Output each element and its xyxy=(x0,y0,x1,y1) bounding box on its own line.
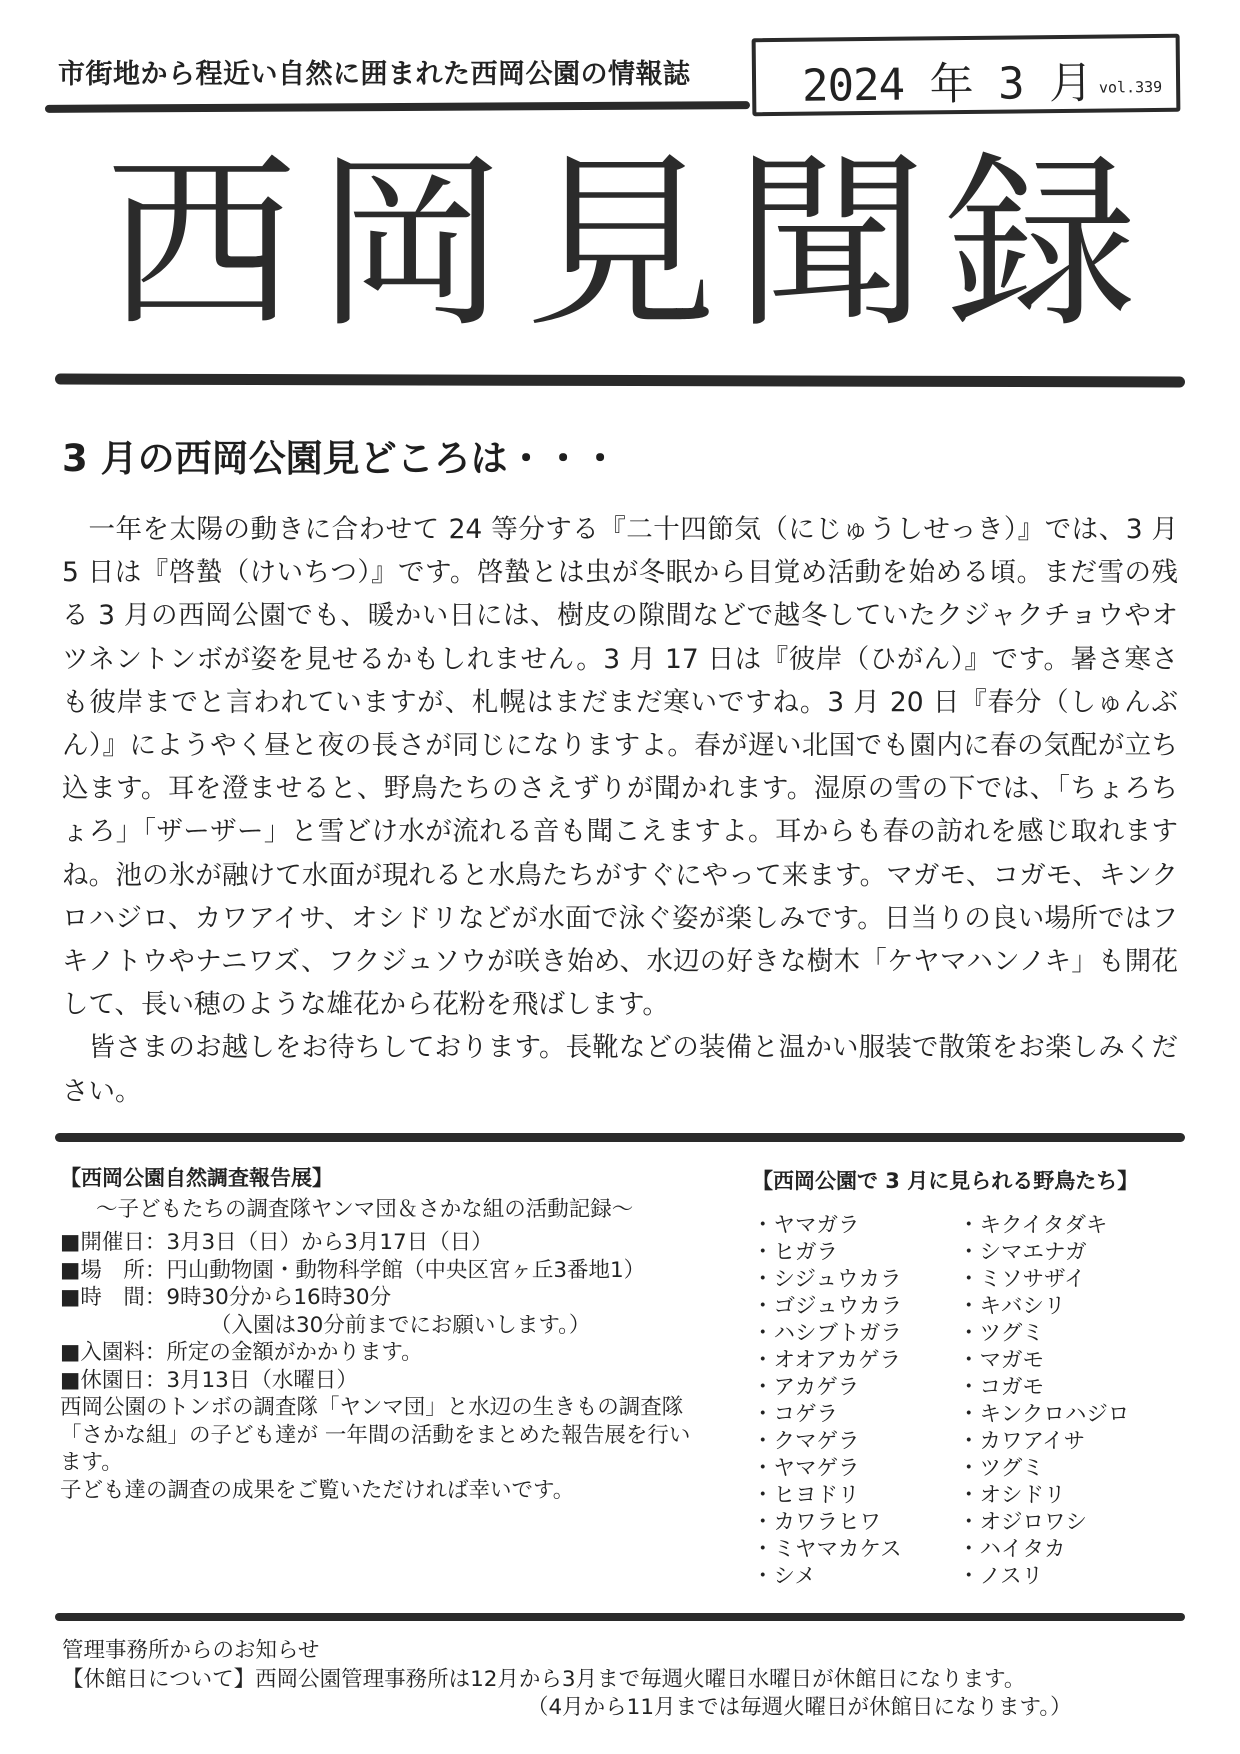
event-time: ■時 間：9時30分から16時30分 xyxy=(60,1285,392,1310)
event-description: 子ども達の調査の成果をご覧いただければ幸いです。 xyxy=(60,1477,575,1503)
birds-list-2 xyxy=(958,1212,1129,1590)
bird-item: ・ツグミ xyxy=(958,1456,1044,1481)
bird-item: ・オオアカゲラ xyxy=(752,1348,901,1373)
header-rule xyxy=(45,101,750,113)
bird-item: ・カワラヒワ xyxy=(752,1510,882,1535)
bird-item: ・シジュウカラ xyxy=(752,1267,902,1292)
notice-line: （4月から11月までは毎週火曜日が休館日になります。） xyxy=(527,1695,1072,1720)
feature-paragraph: 一年を太陽の動きに合わせて 24 等分する『二十四節気（にじゅうしせっき）』では、3 月 5 日は『啓蟄（けいちつ）』です。啓蟄とは虫が冬眠から目覚め活動を始める頃。まだ雪の残る 3 月の西岡公園でも、暖かい日には、樹皮の隙間などで越冬していたクジャクチョウやオツネントンボが姿を見せるかもしれません。3 月 17 日は『彼岸（ひがん）』です。暑さ寒さも彼岸までと言われていますが、札幌はまだまだ寒いですね。3 月 20 日『春分（しゅんぶん）』にようやく昼と夜の長さが同じになりますよ。春が遅い北国でも園内に春の気配が立ち込ます。耳を澄ませると、野鳥たちのさえずりが聞かれます。湿原の雪の下では、「ちょろちょろ」「ザーザー」と雪どけ水が流れる音も聞こえますよ。耳からも春の訪れを感じ取れますね。池の氷が融けて水面が現れると水鳥たちがすぐにやって来ます。マガモ、コガモ、キンクロハジロ、カワアイサ、オシドリなどが水面で泳ぐ姿が楽しみです。日当りの良い場所ではフキノトウやナニワズ、フクジュソウが咲き始め、水辺の好きな樹木「ケヤマハンノキ」も開花して、長い穂のような雄花から花粉を飛ばします。 xyxy=(62,514,1178,1021)
event-title: 【西岡公園自然調査報告展】 xyxy=(60,1166,333,1190)
notice-section xyxy=(62,1637,1072,1723)
bird-item: ・シマエナガ xyxy=(958,1240,1087,1265)
birds-title: 【西岡公園で 3 月に見られる野鳥たち】 xyxy=(752,1169,1139,1193)
bird-item: ・ヤマガラ xyxy=(752,1213,860,1238)
bird-item: ・ゴジュウカラ xyxy=(752,1294,903,1319)
bird-item: ・コガモ xyxy=(958,1375,1045,1400)
bird-item: ・オシドリ xyxy=(958,1483,1066,1508)
event-closed: ■休園日：3月13日（水曜日） xyxy=(60,1367,358,1393)
bird-item: ・キクイタダキ xyxy=(958,1213,1108,1238)
bird-item: ・クマゲラ xyxy=(752,1429,860,1454)
bird-item: ・マガモ xyxy=(958,1348,1045,1373)
notice-heading: 管理事務所からのお知らせ xyxy=(62,1638,320,1663)
bird-item: ・オジロワシ xyxy=(958,1510,1088,1535)
bird-item: ・ミソサザイ xyxy=(958,1267,1086,1292)
date-box xyxy=(752,34,1181,116)
bird-item: ・キンクロハジロ xyxy=(958,1402,1130,1427)
event-subtitle: ～子どもたちの調査隊ヤンマ団＆さかな組の活動記録～ xyxy=(96,1196,634,1222)
bird-item: ・シメ xyxy=(752,1564,816,1589)
feature-body xyxy=(62,508,1178,1113)
feature-headline: 3 月の西岡公園見どころは・・・ xyxy=(62,437,619,480)
issue-date: 2024 年 3 月 xyxy=(801,57,1093,112)
feature-paragraph: 皆さまのお越しをお待ちしております。長靴などの装備と温かい服装で散策をお楽しみください。 xyxy=(62,1032,1178,1107)
bird-item: ・ヒガラ xyxy=(752,1240,839,1265)
bird-item: ・コゲラ xyxy=(752,1402,839,1427)
bird-item: ・カワアイサ xyxy=(958,1429,1086,1454)
bird-item: ・ツグミ xyxy=(958,1321,1044,1346)
bird-item: ・ハシブトガラ xyxy=(752,1321,902,1346)
section-rule xyxy=(55,1133,1185,1142)
event-fee: ■入園料：所定の金額がかかります。 xyxy=(60,1340,423,1365)
bird-item: ・ノスリ xyxy=(958,1564,1044,1589)
bird-item: ・ヒヨドリ xyxy=(752,1483,860,1508)
newsletter-title: 西岡見聞録 xyxy=(105,135,1155,354)
event-description: 西岡公園のトンボの調査隊「ヤンマ団」と水辺の生きもの調査隊「さかな組」の子ども達が 一年間の活動をまとめた報告展を行います。 xyxy=(60,1395,691,1475)
event-place: ■場 所：円山動物園・動物科学館（中央区宮ヶ丘3番地1） xyxy=(60,1257,646,1283)
bird-item: ・ヤマゲラ xyxy=(752,1456,860,1481)
bird-item: ・キバシリ xyxy=(958,1294,1066,1319)
bird-item: ・アカゲラ xyxy=(752,1375,860,1400)
footer-rule xyxy=(55,1613,1185,1621)
event-dates: ■開催日：3月3日（日）から3月17日（日） xyxy=(60,1230,493,1255)
title-rule xyxy=(55,374,1185,388)
bird-item: ・ハイタカ xyxy=(958,1537,1066,1562)
birds-list-1 xyxy=(752,1212,902,1590)
event-time-note: （入園は30分前までにお願いします。） xyxy=(210,1312,591,1338)
bird-item: ・ミヤマカケス xyxy=(752,1537,902,1562)
event-section xyxy=(60,1165,710,1504)
volume-number: vol.339 xyxy=(1098,77,1163,97)
notice-line: 【休館日について】西岡公園管理事務所は12月から3月まで毎週火曜日水曜日が休館日になります。 xyxy=(62,1666,1026,1692)
tagline: 市街地から程近い自然に囲まれた西岡公園の情報誌 xyxy=(58,59,691,90)
